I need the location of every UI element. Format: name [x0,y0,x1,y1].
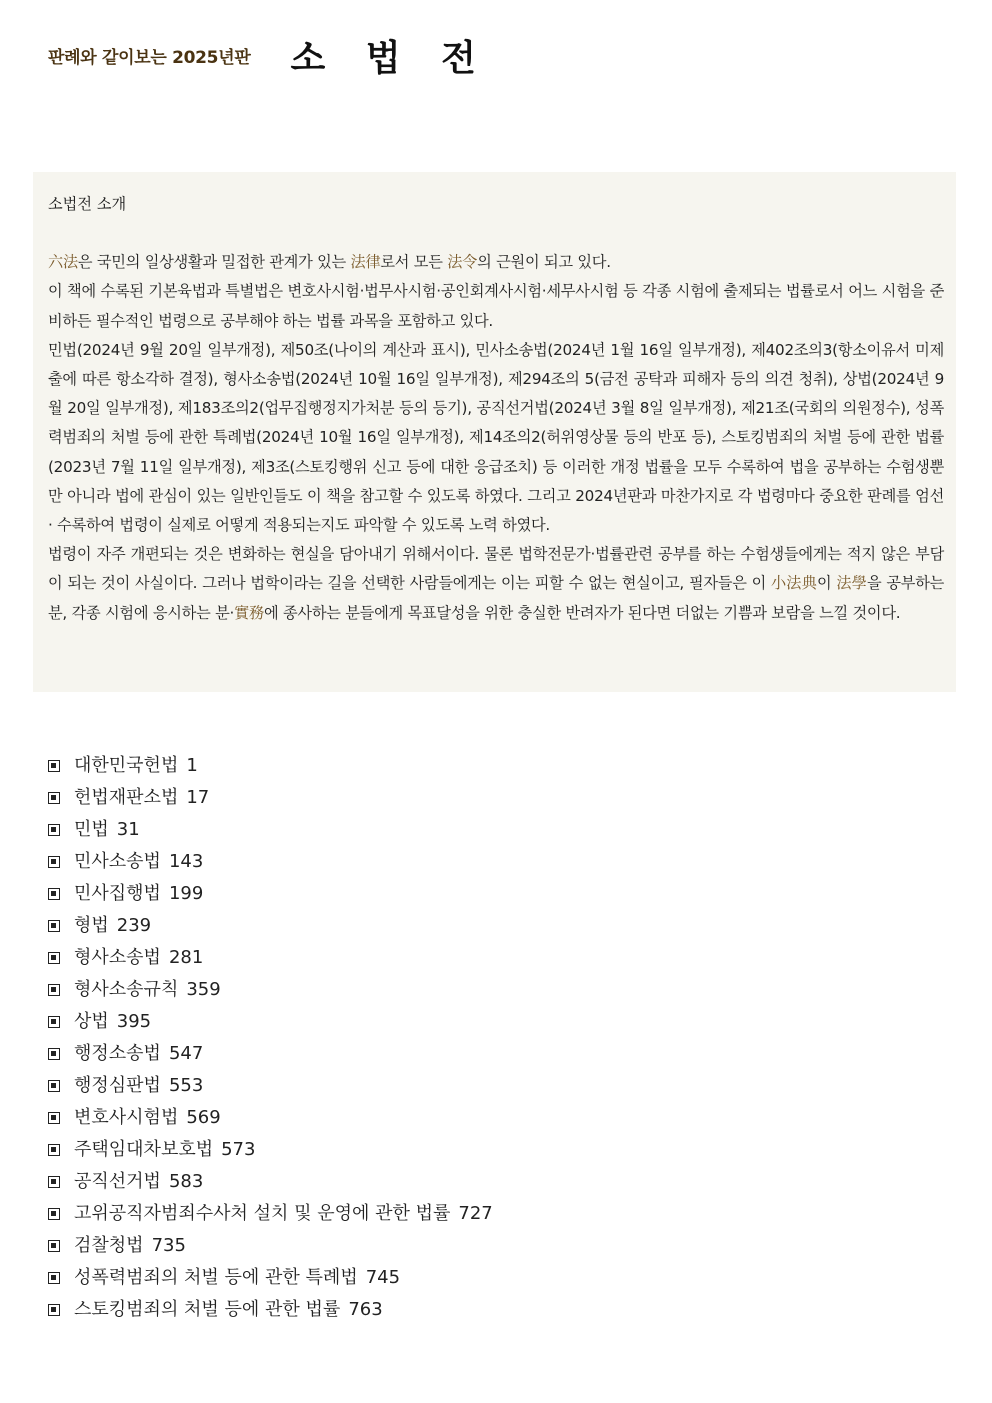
square-bullet-icon [48,1208,60,1220]
toc-item-page: 735 [151,1235,186,1256]
intro-paragraph-1 [48,248,944,277]
toc-item-label: 상법 [74,1011,109,1032]
toc-item-label: 민사소송법 [74,851,161,872]
toc-item[interactable] [48,750,493,782]
square-bullet-icon [48,984,60,996]
square-bullet-icon [48,856,60,868]
hanja-term: 實務 [234,603,264,622]
hanja-term: 小法典 [770,574,817,593]
toc-item-page: 553 [168,1075,204,1096]
square-bullet-icon [48,824,60,836]
book-title: 소 법 전 [290,37,490,79]
paragraph-text: 민법(2024년 9월 20일 일부개정), 제50조(나이의 계산과 표시), 민사소송법(2024년 1월 16일 일부개정), 제402조의3(항소이유서 미제출에 따른 항소각하 결정), 형사소송법(2024년 10월 16일 일부개정), 제294조의 5(금전 공탁과 피해자 등의 의견 청취), 상법(2024년 9월 20일 일부개정), 제183조의2(업무집행정지가처분 등의 등기), 공직선거법(2024년 3월 8일 일부개정), 제21조(국회의 의원정수), 성폭력범죄의 처벌 등에 관한 특례법(2024년 10월 16일 일부개정), 제14조의2(허위영상물 등의 반포 등), 스토킹범죄의 처벌 등에 관한 법률(2023년 7월 11일 일부개정), 제3조(스토킹행위 신고 등에 대한 응급조치) 등 이러한 개정 법률을 모두 수록하여 법을 공부하는 수험생뿐만 아니라 법에 관심이 있는 일반인들도 이 책을 참고할 수 있도록 하였다. 그리고 2024년판과 마찬가지로 각 법령마다 중요한 판례를 엄선 · 수록하여 법령이 실제로 어떻게 적용되는지도 파악할 수 있도록 노력 하였다. [48,340,944,535]
toc-item-label: 민사집행법 [74,883,161,904]
toc-item-page: 727 [458,1203,493,1224]
toc-item[interactable] [48,1230,493,1262]
paragraph-text: 은 국민의 일상생활과 밀접한 관계가 있는 [77,253,351,272]
square-bullet-icon [48,1144,60,1156]
toc-item[interactable] [48,1038,493,1070]
square-bullet-icon [48,952,60,964]
toc-item[interactable] [48,814,493,846]
toc-item-page: 573 [221,1139,256,1160]
paragraph-text: 에 종사하는 분들에게 목표달성을 위한 충실한 반려자가 된다면 더없는 기쁨과 보람을 느낄 것이다. [263,603,901,622]
toc-item-page: 763 [348,1299,383,1320]
toc-item-label: 대한민국헌법 [74,755,179,776]
toc-item-page: 17 [186,787,210,808]
square-bullet-icon [48,920,60,932]
hanja-term: 六法 [48,253,78,272]
square-bullet-icon [48,1272,60,1284]
toc-item[interactable] [48,1294,493,1326]
intro-paragraph-3 [48,336,944,540]
toc-item-label: 형법 [74,915,109,936]
toc-item-label: 행정심판법 [74,1075,161,1096]
hanja-term: 法學 [836,574,867,593]
square-bullet-icon [48,1112,60,1124]
toc-item-page: 1 [186,755,198,776]
toc-item-label: 공직선거법 [74,1171,161,1192]
toc-item-page: 199 [168,883,204,904]
paragraph-text: 로서 모든 [380,253,448,272]
toc-item-label: 검찰청법 [74,1235,144,1256]
toc-item-label: 형사소송법 [74,947,161,968]
toc-item-label: 주택임대차보호법 [74,1139,214,1160]
toc-item-page: 143 [168,851,204,872]
toc-item[interactable] [48,846,493,878]
square-bullet-icon [48,1080,60,1092]
toc-item-page: 281 [168,947,204,968]
paragraph-text: 법령이 자주 개편되는 것은 변화하는 현실을 담아내기 위해서이다. 물론 법학전문가·법률관련 공부를 하는 수험생들에게는 적지 않은 부담이 되는 것이 사실이다. 그러나 법학이라는 길을 선택한 사람들에게는 이는 피할 수 없는 현실이고, 필자들은 이 [48,545,944,593]
square-bullet-icon [48,888,60,900]
toc-item-label: 성폭력범죄의 처벌 등에 관한 특례법 [74,1267,358,1288]
toc-item[interactable] [48,1006,493,1038]
toc-item-label: 고위공직자범죄수사처 설치 및 운영에 관한 법률 [74,1203,451,1224]
toc-item-page: 31 [116,819,140,840]
toc-item[interactable] [48,1070,493,1102]
paragraph-text: 을 공부하는 분, 각종 시험에 응시하는 분· [48,574,945,622]
square-bullet-icon [48,1304,60,1316]
introduction-heading: 소법전 소개 [48,195,127,213]
toc-item[interactable] [48,1262,493,1294]
intro-paragraph-4 [48,540,944,628]
toc-item-label: 헌법재판소법 [74,787,179,808]
hanja-term: 法令 [447,253,478,272]
paragraph-text: 이 [816,574,837,593]
toc-item[interactable] [48,1198,493,1230]
toc-item-page: 583 [168,1171,204,1192]
table-of-contents [48,750,493,1326]
toc-item-page: 359 [186,979,221,1000]
toc-item-page: 395 [116,1011,152,1032]
toc-item-label: 민법 [74,819,109,840]
page-header [48,30,490,80]
toc-item[interactable] [48,1134,493,1166]
toc-item[interactable] [48,782,493,814]
toc-item-page: 745 [365,1267,401,1288]
square-bullet-icon [48,760,60,772]
toc-item-label: 형사소송규칙 [74,979,179,1000]
toc-item-label: 행정소송법 [74,1043,161,1064]
paragraph-text: 이 책에 수록된 기본육법과 특별법은 변호사시험·법무사시험·공인회계사시험·세무사시험 등 각종 시험에 출제되는 법률로서 어느 시험을 준비하든 필수적인 법령으로 공부해야 하는 법률 과목을 포함하고 있다. [48,282,944,330]
square-bullet-icon [48,792,60,804]
toc-item-page: 239 [116,915,152,936]
toc-item[interactable] [48,910,493,942]
edition-subtitle: 판례와 같이보는 2025년판 [48,47,251,68]
toc-item[interactable] [48,1166,493,1198]
square-bullet-icon [48,1048,60,1060]
paragraph-text: 의 근원이 되고 있다. [477,253,611,272]
introduction-box [33,172,956,692]
toc-item-page: 569 [186,1107,221,1128]
toc-item[interactable] [48,974,493,1006]
square-bullet-icon [48,1240,60,1252]
toc-item-label: 스토킹범죄의 처벌 등에 관한 법률 [74,1299,341,1320]
intro-paragraph-2 [48,277,944,335]
toc-item[interactable] [48,942,493,974]
toc-item[interactable] [48,1102,493,1134]
square-bullet-icon [48,1016,60,1028]
square-bullet-icon [48,1176,60,1188]
toc-item-label: 변호사시험법 [74,1107,179,1128]
toc-item[interactable] [48,878,493,910]
toc-item-page: 547 [168,1043,204,1064]
hanja-term: 法律 [350,253,381,272]
